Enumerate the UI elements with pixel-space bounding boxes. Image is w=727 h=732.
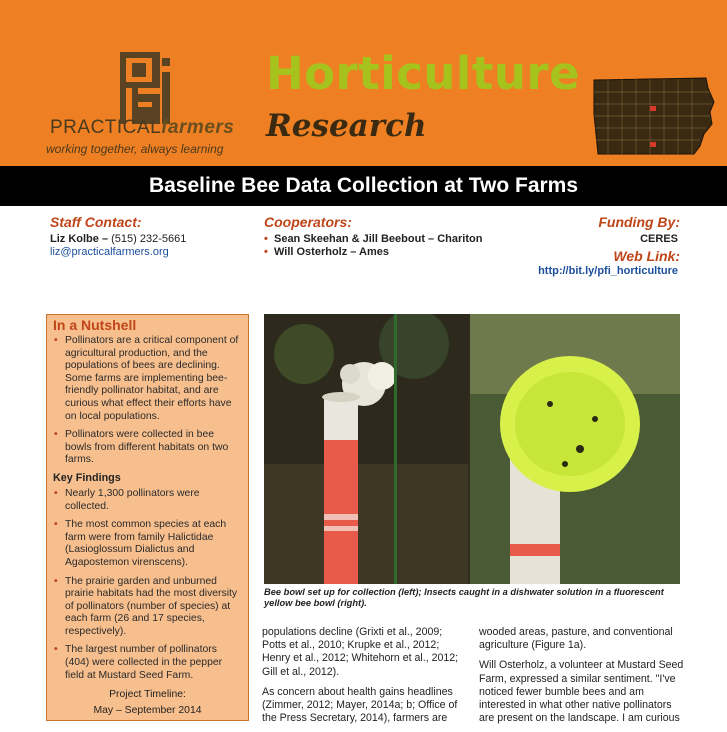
bee-bowl-photos xyxy=(264,314,680,584)
funding-value: CERES xyxy=(640,233,678,245)
nutshell-box xyxy=(46,314,249,721)
nutshell-list xyxy=(53,335,242,467)
page-subtitle: Research xyxy=(266,108,427,144)
body-paragraph: populations decline (Grixti et al., 2009; Potts et al., 2010; Krupke et al., 2012; Henry et al., 2012; Whitehorn et al., 2012; Gill et al., 2012). xyxy=(262,626,459,678)
logo-tagline: working together, always learning xyxy=(46,142,224,156)
list-item: • Pollinators are a critical component of agricultural production, and the populations of bees are declining. Some farms are implementing bee-friendly pollinator habitat, and are curious what effect their efforts have on local populations. xyxy=(53,335,242,423)
weblink-label: Web Link: xyxy=(613,248,680,264)
body-column-2 xyxy=(479,626,689,732)
cooperator-item: • Sean Skeehan & Jill Beebout – Chariton xyxy=(264,233,483,245)
list-item: • The prairie garden and unburned prairie habitats had the most diversity of pollinators (number of species) at each farm (26 and 17 species, respectively). xyxy=(53,576,242,639)
staff-contact-line xyxy=(50,232,186,246)
logo-wordmark xyxy=(50,117,234,139)
key-findings-list xyxy=(53,488,242,682)
staff-phone: (515) 232-5661 xyxy=(111,233,187,245)
report-title-banner: Baseline Bee Data Collection at Two Farms xyxy=(0,166,727,206)
pfi-logo-mark-icon xyxy=(120,52,174,124)
staff-contact-label: Staff Contact: xyxy=(50,214,142,230)
logo-word-farmers: farmers xyxy=(161,117,235,138)
page-title: Horticulture xyxy=(266,47,581,100)
bee-bowl-photo-right xyxy=(470,314,680,584)
staff-name: Liz Kolbe – xyxy=(50,233,109,245)
staff-email-link[interactable]: liz@practicalfarmers.org xyxy=(50,246,169,258)
list-item: • The most common species at each farm were from family Halictidae (Lasioglossum Dialictus and Agapostemon virenscens). xyxy=(53,519,242,569)
body-column-1 xyxy=(262,626,462,732)
body-paragraph: wooded areas, pasture, and conventional agriculture (Figure 1a). xyxy=(479,626,673,652)
funding-label: Funding By: xyxy=(598,214,680,230)
iowa-map-icon xyxy=(590,74,718,158)
timeline-label: Project Timeline: xyxy=(109,689,186,701)
list-item: • Nearly 1,300 pollinators were collected. xyxy=(53,488,242,513)
cooperators-label: Cooperators: xyxy=(264,214,352,230)
body-paragraph: Will Osterholz, a volunteer at Mustard Seed Farm, expressed a similar sentiment. "I've noticed fewer bumble bees and am interested in what other native pollinators are present on the landscape. I am curious xyxy=(479,659,684,725)
body-paragraph: As concern about health gains headlines (Zimmer, 2012; Mayer, 2014a; b; Office of the Press Secretary, 2014), farmers are xyxy=(262,685,458,725)
weblink-url[interactable]: http://bit.ly/pfi_horticulture xyxy=(538,265,678,277)
nutshell-title: In a Nutshell xyxy=(53,317,137,333)
key-findings-heading: Key Findings xyxy=(53,471,121,484)
photo-caption: Bee bowl set up for collection (left); Insects caught in a dishwater solution in a fluorescent yellow bee bowl (right). xyxy=(264,587,664,608)
cooperator-name: Will Osterholz – Ames xyxy=(273,246,390,258)
logo-word-practical: PRACTICAL xyxy=(50,117,162,138)
timeline-value: May – September 2014 xyxy=(93,705,202,717)
header-band xyxy=(0,0,727,166)
list-item: • Pollinators were collected in bee bowls from different habitats on two farms. xyxy=(53,429,242,467)
list-item: • The largest number of pollinators (404) were collected in the pepper field at Mustard Seed Farm. xyxy=(53,644,242,682)
pfi-logo xyxy=(46,44,236,164)
cooperator-item: • Will Osterholz – Ames xyxy=(264,246,390,258)
cooperator-name: Sean Skeehan & Jill Beebout – Chariton xyxy=(273,233,483,245)
